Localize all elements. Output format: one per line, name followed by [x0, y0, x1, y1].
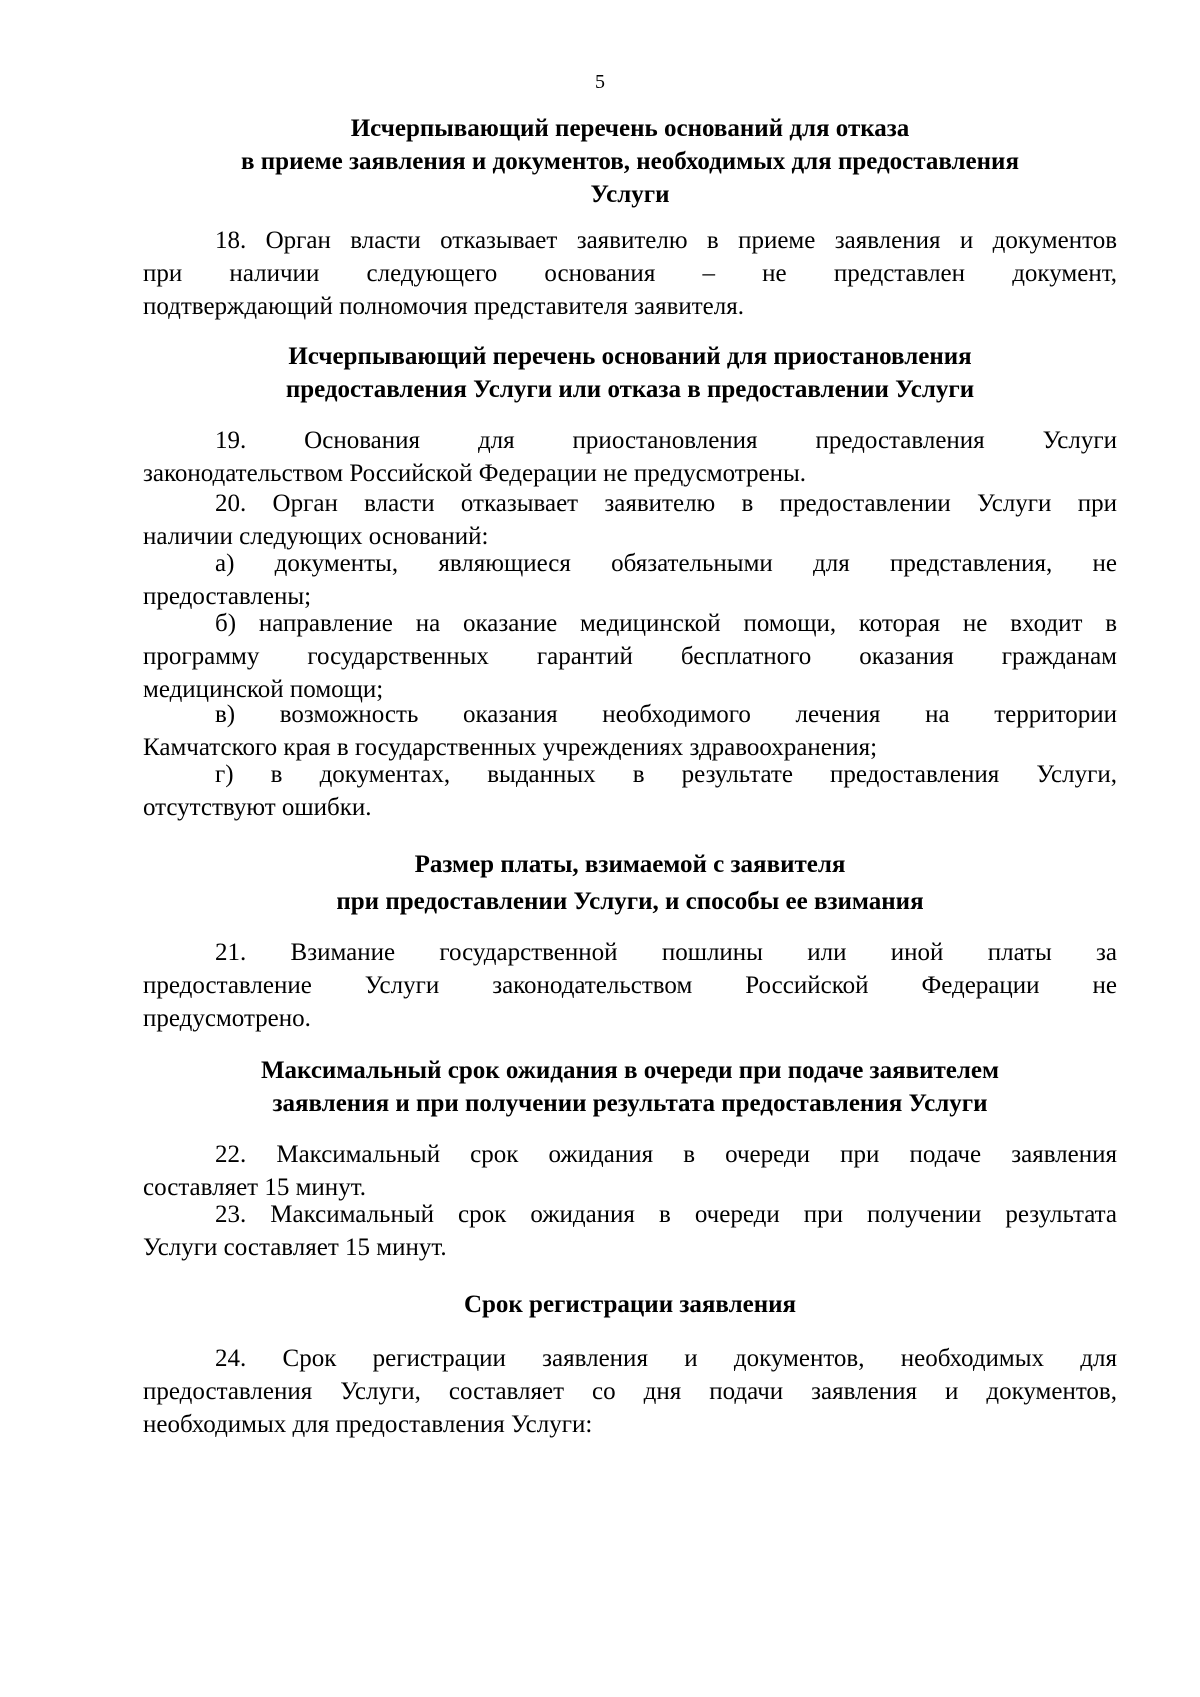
- list-item-b: б) направление на оказание медицинской помощи, которая не входит в программу государственных гарантий бесплатного оказания гражданам медицинской помощи;: [143, 610, 1117, 703]
- paragraph-19: 19. Основания для приостановления предоставления Услуги законодательством Российской Федерации не предусмотрены.: [143, 427, 1117, 487]
- page-number: 5: [595, 71, 605, 93]
- list-item-g: г) в документах, выданных в результате предоставления Услуги, отсутствуют ошибки.: [143, 761, 1117, 821]
- section-heading-queue-time: Максимальный срок ожидания в очереди при подаче заявителем заявления и при получении результата предоставления Услуги: [260, 1057, 1000, 1117]
- paragraph-22: 22. Максимальный срок ожидания в очереди при подаче заявления составляет 15 минут.: [143, 1141, 1117, 1201]
- paragraph-24: 24. Срок регистрации заявления и документов, необходимых для предоставления Услуги, составляет со дня подачи заявления и документов, необходимых для предоставления Услуги:: [143, 1345, 1117, 1438]
- paragraph-20: 20. Орган власти отказывает заявителю в предоставлении Услуги при наличии следующих оснований:: [143, 490, 1117, 550]
- paragraph-21: 21. Взимание государственной пошлины или иной платы за предоставление Услуги законодательством Российской Федерации не предусмотрено.: [143, 939, 1117, 1032]
- list-item-v: в) возможность оказания необходимого лечения на территории Камчатского края в государственных учреждениях здравоохранения;: [143, 701, 1117, 761]
- list-item-a: а) документы, являющиеся обязательными для представления, не предоставлены;: [143, 550, 1117, 610]
- paragraph-18: 18. Орган власти отказывает заявителю в приеме заявления и документов при наличии следующего основания – не представлен документ, подтверждающий полномочия представителя заявителя.: [143, 227, 1117, 320]
- section-heading-suspension: Исчерпывающий перечень оснований для приостановления предоставления Услуги или отказа в предоставлении Услуги: [285, 343, 975, 403]
- section-heading-refusal-acceptance: Исчерпывающий перечень оснований для отказа в приеме заявления и документов, необходимых для предоставления Услуги: [241, 115, 1019, 208]
- section-heading-fees: Размер платы, взимаемой с заявителя при предоставлении Услуги, и способы ее взимания: [336, 851, 924, 915]
- paragraph-23: 23. Максимальный срок ожидания в очереди при получении результата Услуги составляет 15 минут.: [143, 1201, 1117, 1261]
- section-heading-registration: Срок регистрации заявления: [463, 1291, 797, 1318]
